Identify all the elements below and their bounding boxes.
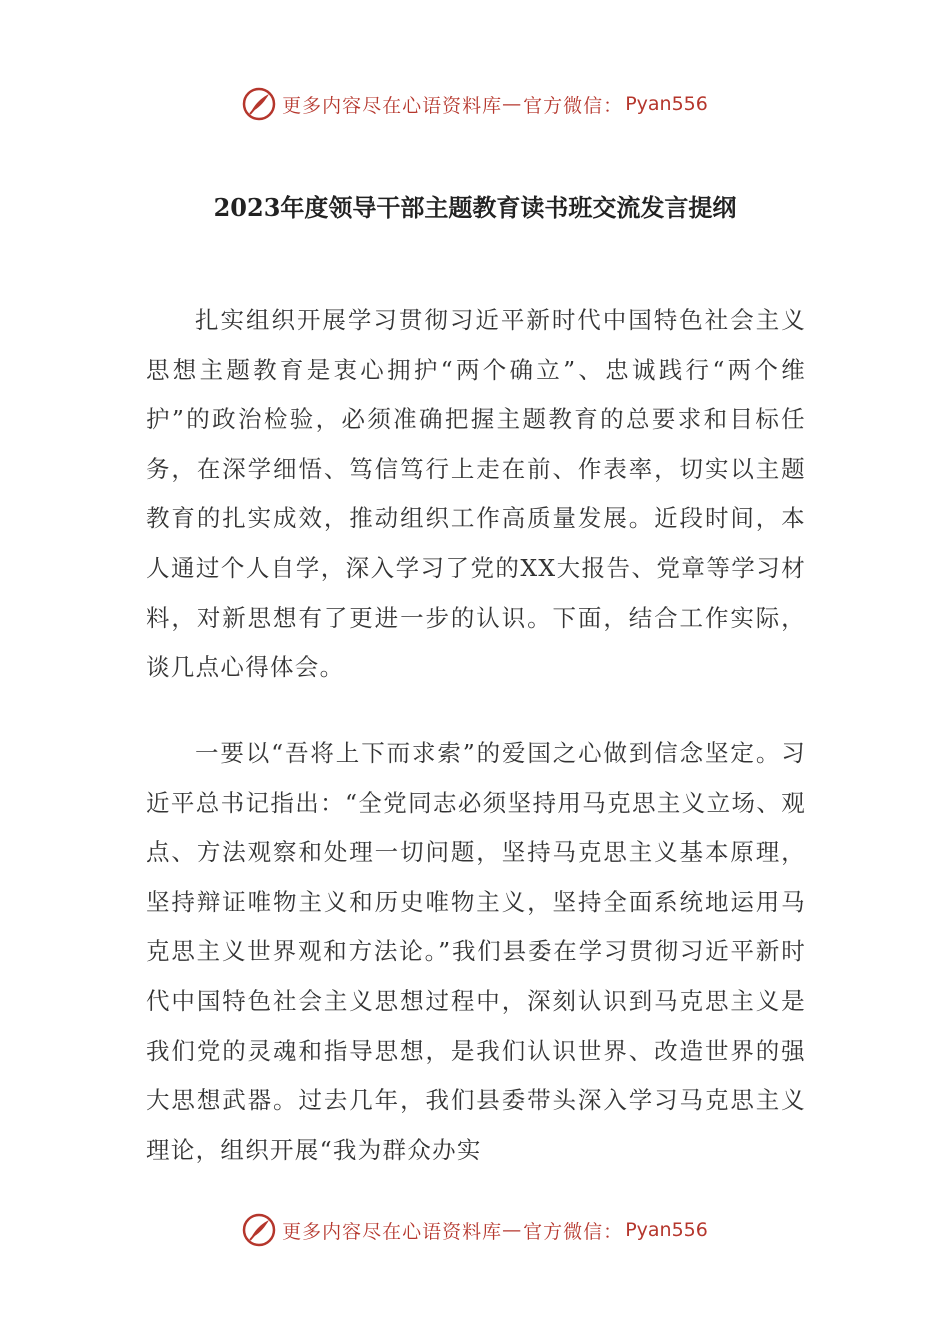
banner-wechat-label: 官方微信： bbox=[523, 94, 624, 117]
banner-wechat-id: Pyan556 bbox=[625, 1219, 708, 1241]
banner-brand: 更多内容尽在心语资料库 bbox=[282, 1220, 503, 1243]
banner-brand: 更多内容尽在心语资料库 bbox=[282, 94, 503, 117]
banner-wechat-label: 官方微信： bbox=[523, 1220, 624, 1243]
document-title: 2023年度领导干部主题教育读书班交流发言提纲 bbox=[213, 193, 737, 222]
header-banner bbox=[0, 84, 950, 124]
body-paragraph-1: 扎实组织开展学习贯彻习近平新时代中国特色社会主义思想主题教育是衷心拥护“两个确立”、忠诚践行“两个维护”的政治检验，必须准确把握主题教育的总要求和目标任务，在深学细悟、笃信笃行上走在前、作表率，切实以主题教育的扎实成效，推动组织工作高质量发展。近段时间，本人通过个人自学，深入学习了党的XX大报告、党章等学习材料，对新思想有了更进一步的认识。下面，结合工作实际，谈几点心得体会。 bbox=[146, 306, 806, 682]
body-paragraph-2: 一要以“吾将上下而求索”的爱国之心做到信念坚定。习近平总书记指出：“全党同志必须坚持用马克思主义立场、观点、方法观察和处理一切问题，坚持马克思主义基本原理，坚持辩证唯物主义和历史唯物主义，坚持全面系统地运用马克思主义世界观和方法论。”我们县委在学习贯彻习近平新时代中国特色社会主义思想过程中，深刻认识到马克思主义是我们党的灵魂和指导思想，是我们认识世界、改造世界的强大思想武器。过去几年，我们县委带头深入学习马克思主义理论，组织开展“我为群众办实 bbox=[146, 739, 806, 1164]
banner-separator: — bbox=[502, 1219, 522, 1241]
footer-banner bbox=[0, 1210, 950, 1250]
feather-pen-logo-icon bbox=[242, 1213, 276, 1247]
banner-separator: — bbox=[502, 93, 522, 115]
banner-wechat-id: Pyan556 bbox=[625, 93, 708, 115]
feather-pen-logo-icon bbox=[242, 87, 276, 121]
